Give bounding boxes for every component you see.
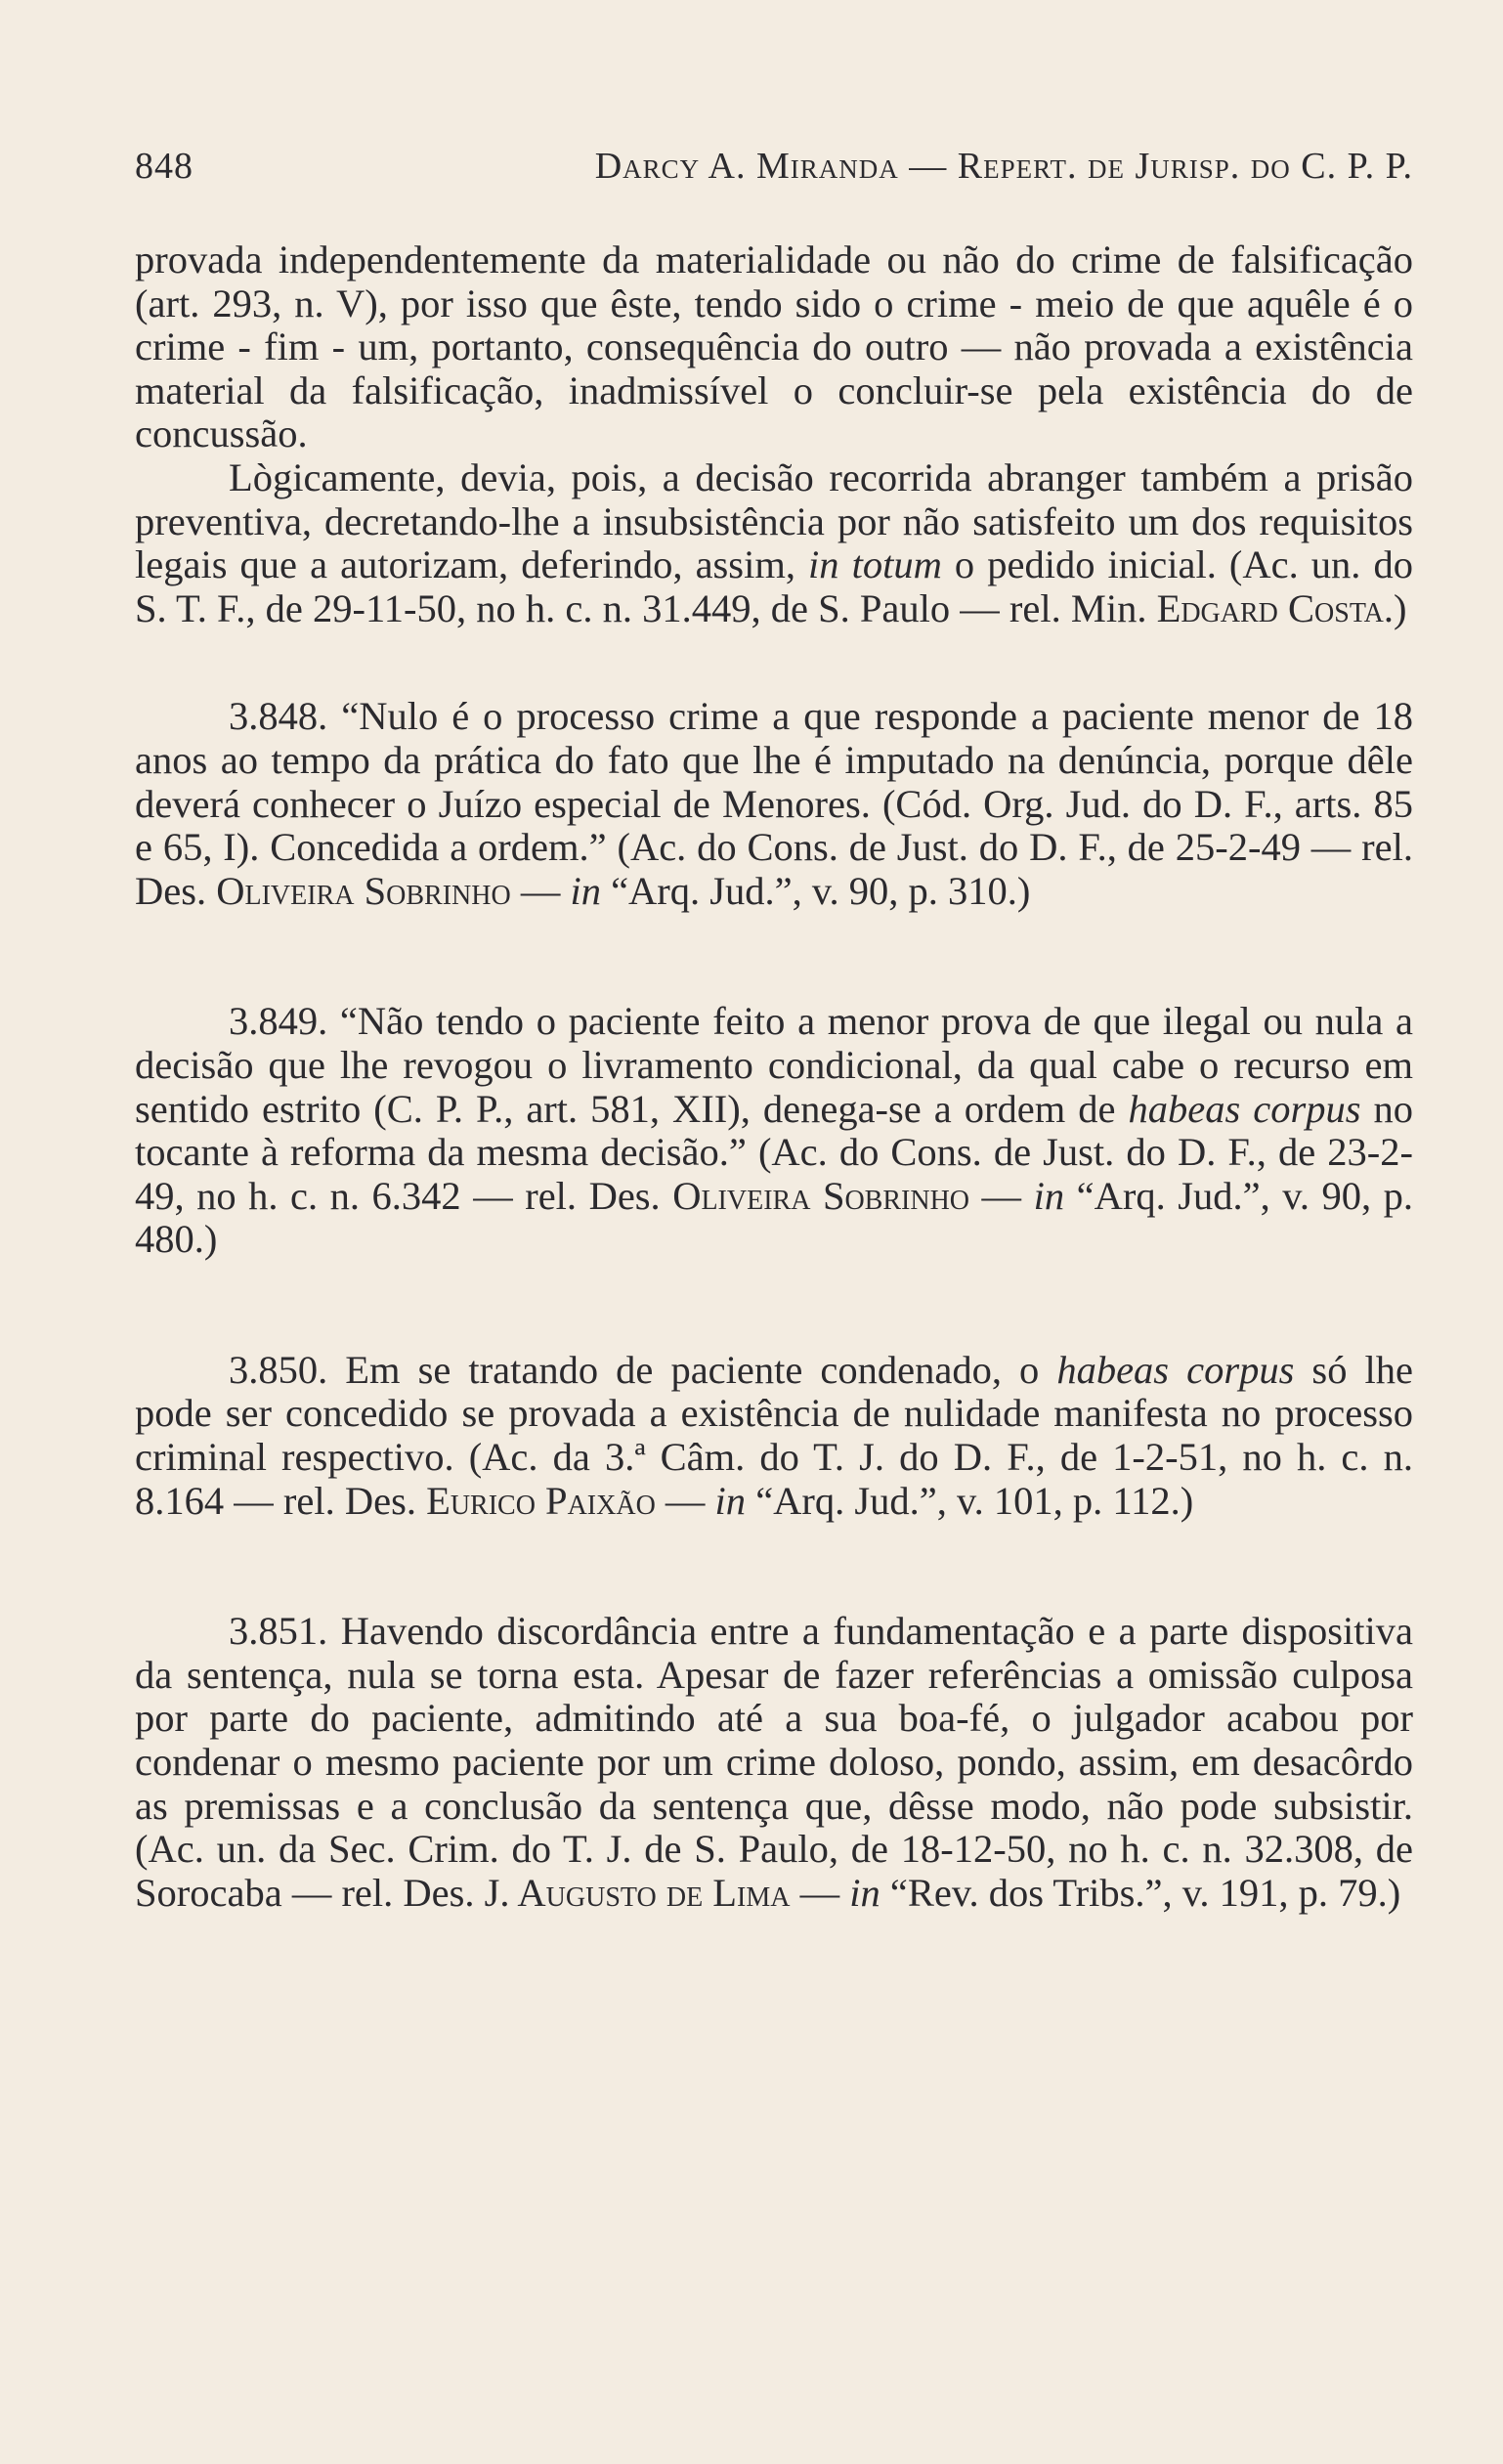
entry-number: 3.848.	[229, 694, 328, 739]
text-run: “Arq. Jud.”, v. 101, p. 112.)	[746, 1478, 1194, 1523]
text-run: “Não tendo o paciente feito a menor prova de que ilegal ou nula a decisão que lhe revogou o livramento condicional, da qual cabe o recurso em sentido estrito (C. P. P., art. 581, XII), denega-se a ordem de	[135, 999, 1413, 1131]
text-run: —	[655, 1478, 715, 1523]
text-run: Lògicamente, devia, pois, a decisão recorrida abranger também a prisão preventiva, decretando-lhe a insubsistência por não satisfeito um dos requisitos legais que a autorizam, deferindo, assim,	[135, 454, 1413, 587]
text-run: “Nulo é o processo crime a que responde a paciente menor de 18 anos ao tempo da prática do fato que lhe é imputado na denúncia, porque dêle deverá conhecer o Juízo especial de Menores. (Cód. Org. Jud. do D. F., arts. 85 e 65, I). Concedida a ordem.” (Ac. do Cons. de Just. do D. F., de 25-2-49 — rel. Des.	[135, 694, 1413, 913]
continuation-paragraph	[135, 238, 1413, 456]
entry-number: 3.851.	[229, 1609, 328, 1654]
text-run: “Arq. Jud.”, v. 90, p. 310.)	[600, 868, 1031, 913]
entry-3850	[135, 1349, 1413, 1523]
entry-3848	[135, 695, 1413, 913]
text-run: Em se tratando de paciente condenado, o	[327, 1347, 1057, 1392]
italic-in: in	[570, 868, 601, 913]
page-number: 848	[135, 146, 193, 187]
italic-phrase: in totum	[808, 542, 942, 587]
text-run: “Rev. dos Tribs.”, v. 191, p. 79.)	[880, 1870, 1401, 1915]
judge-name: Oliveira Sobrinho	[216, 868, 511, 913]
text-run: —	[969, 1173, 1034, 1218]
page-header	[135, 135, 1413, 194]
italic-in: in	[849, 1870, 880, 1915]
running-head: Darcy A. Miranda — Repert. de Jurisp. do C. P. P.	[594, 146, 1413, 187]
italic-phrase: habeas corpus	[1128, 1086, 1361, 1131]
text-run: no tocante à reforma da mesma decisão.” (Ac. do Cons. de Just. do D. F., de 23-2-49, no h. c. n. 6.342 — rel. Des.	[135, 1086, 1413, 1218]
text-run: “Arq. Jud.”, v. 90, p. 480.)	[135, 1173, 1413, 1262]
entry-number: 3.849.	[229, 999, 328, 1044]
italic-in: in	[1033, 1173, 1065, 1218]
italic-phrase: habeas corpus	[1056, 1347, 1295, 1392]
text-run: o pedido inicial. (Ac. un. do S. T. F., de 29-11-50, no h. c. n. 31.449, de S. Paulo — rel. Min.	[135, 542, 1413, 630]
text-run: só lhe pode ser concedido se provada a existência de nulidade manifesta no processo criminal respectivo. (Ac. da 3.ª Câm. do T. J. do D. F., de 1-2-51, no h. c. n. 8.164 — rel. Des.	[135, 1347, 1413, 1523]
text-run: —	[790, 1870, 850, 1915]
text-run: Havendo discordância entre a fundamentação e a parte dispositiva da sentença, nula se torna esta. Apesar de fazer referências a omissão culposa por parte do paciente, admitindo até a sua boa-fé, o julgador acabou por condenar o mesmo paciente por um crime doloso, pondo, assim, em desacôrdo as premissas e a conclusão da sentença que, dêsse modo, não pode subsistir. (Ac. un. da Sec. Crim. do T. J. de S. Paulo, de 18-12-50, no h. c. n. 32.308, de Sorocaba — rel. Des.	[135, 1609, 1413, 1915]
continuation-text: provada independentemente da materialidade ou não do crime de falsificação (art. 293, n. V), por isso que êste, tendo sido o crime - meio de que aquêle é o crime - fim - um, portanto, consequência do outro — não provada a existência material da falsificação, inadmissível o concluir-se pela existência do de concussão.	[135, 238, 1413, 456]
entry-number: 3.850.	[229, 1347, 328, 1392]
judge-name: Eurico Paixão	[426, 1478, 656, 1523]
italic-in: in	[714, 1478, 747, 1523]
judge-name: J. Augusto de Lima	[484, 1870, 791, 1915]
entry-3849	[135, 1000, 1413, 1262]
judge-name: Oliveira Sobrinho	[672, 1173, 970, 1218]
text-run: —	[510, 868, 571, 913]
entry-3851	[135, 1610, 1413, 1915]
page-body	[135, 238, 1413, 1915]
continuation-second-paragraph	[135, 456, 1413, 630]
judge-name: Edgard Costa	[1156, 585, 1384, 630]
text-run: .)	[1383, 585, 1407, 630]
